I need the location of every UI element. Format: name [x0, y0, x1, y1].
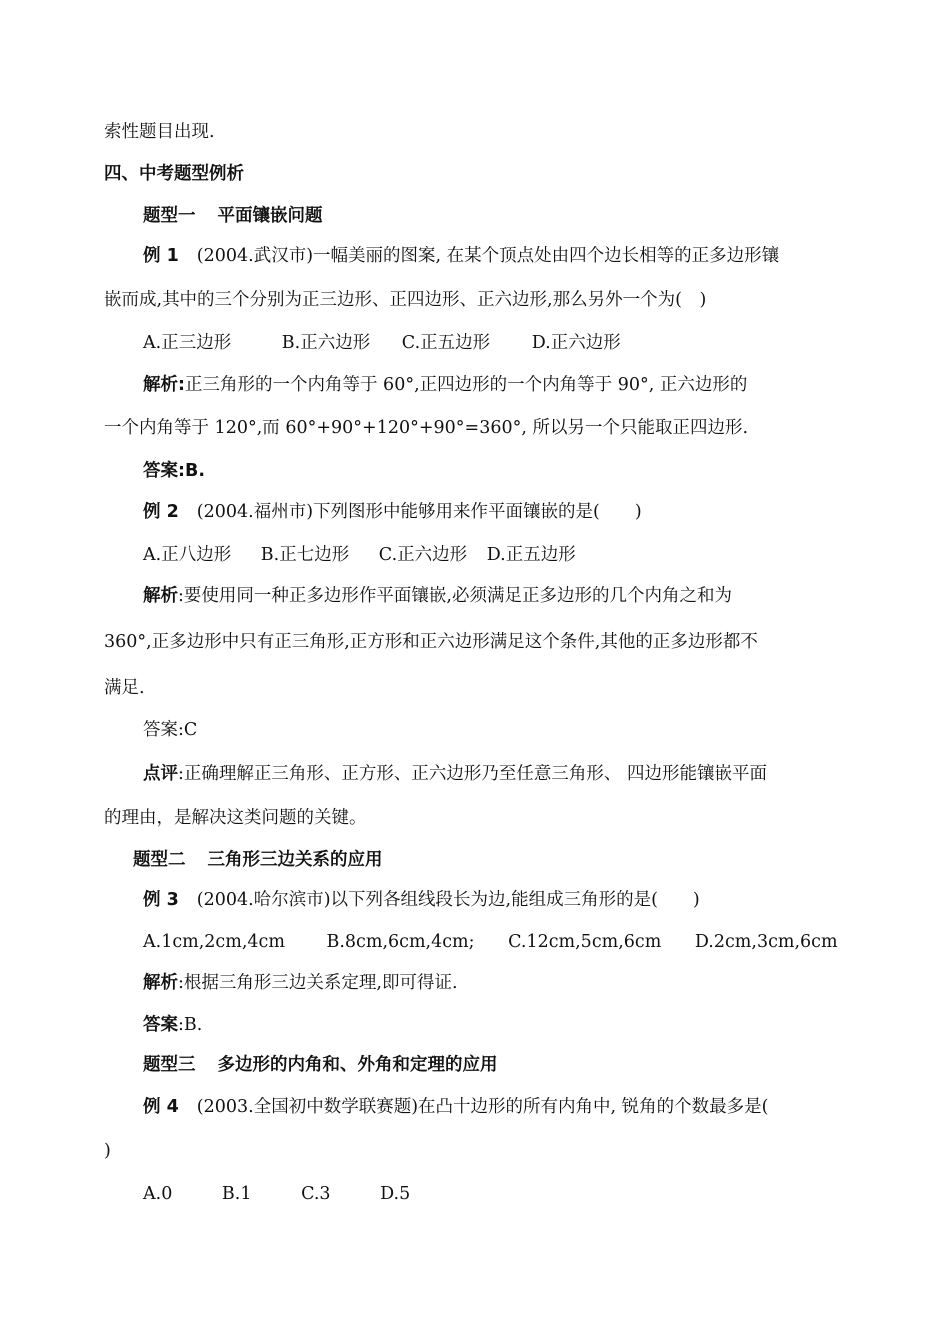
text-line	[104, 120, 215, 144]
text: )	[104, 1141, 111, 1161]
option-d: D.5	[380, 1184, 411, 1204]
subsection-heading	[143, 204, 323, 228]
option-b: B.正六边形	[281, 333, 371, 353]
analysis-label: 解析	[143, 973, 178, 993]
analysis-line	[143, 373, 747, 397]
answer-line	[143, 1013, 202, 1037]
heading-label: 题型三	[143, 1055, 196, 1075]
text: 一个内角等于 120°,而 60°+90°+120°+90°=360°, 所以另一个只能取正四边形.	[104, 418, 749, 438]
example-line	[143, 1095, 769, 1119]
text: 嵌而成,其中的三个分别为正三边形、正四边形、正六边形,那么另外一个为( )	[104, 290, 707, 310]
heading-label: 题型一	[143, 206, 196, 226]
text: :正确理解正三角形、正方形、正六边形乃至任意三角形、 四边形能镶嵌平面	[178, 764, 767, 784]
option-d: D.正五边形	[486, 545, 576, 565]
options-line	[143, 331, 621, 355]
text: (2004.福州市)下列图形中能够用来作平面镶嵌的是( )	[196, 502, 642, 522]
example-line	[143, 888, 700, 912]
option-b: B.1	[221, 1184, 252, 1204]
text-line	[104, 630, 758, 654]
comment-label: 点评	[143, 764, 178, 784]
example-label: 例 2	[143, 502, 179, 522]
heading-text: 多边形的内角和、外角和定理的应用	[217, 1055, 498, 1075]
section-heading	[104, 162, 244, 186]
heading-text: 三角形三边关系的应用	[207, 850, 383, 870]
analysis-line	[143, 971, 458, 995]
options-line	[143, 930, 838, 954]
analysis-label: 解析	[143, 586, 178, 606]
text: :要使用同一种正多边形作平面镶嵌,必须满足正多边形的几个内角之和为	[178, 586, 732, 606]
example-label: 例 1	[143, 246, 179, 266]
option-a: A.正八边形	[143, 545, 232, 565]
analysis-line	[143, 584, 732, 608]
example-line	[143, 244, 779, 268]
text: 满足.	[104, 678, 145, 698]
analysis-label: 解析:	[143, 375, 185, 395]
option-c: C.正五边形	[401, 333, 491, 353]
text-line	[104, 288, 706, 312]
heading-text: 四、中考题型例析	[104, 164, 244, 184]
text: 的理由，是解决这类问题的关键。	[104, 808, 367, 828]
option-c: C.12cm,5cm,6cm	[508, 932, 662, 952]
example-line	[143, 500, 642, 524]
option-a: A.1cm,2cm,4cm	[143, 932, 285, 952]
options-line	[143, 543, 576, 567]
option-a: A.0	[143, 1184, 173, 1204]
option-a: A.正三边形	[143, 333, 232, 353]
text: (2003.全国初中数学联赛题)在凸十边形的所有内角中, 锐角的个数最多是(	[196, 1097, 769, 1117]
option-b: B.8cm,6cm,4cm;	[326, 932, 475, 952]
comment-line	[143, 762, 767, 786]
text: 正三角形的一个内角等于 60°,正四边形的一个内角等于 90°, 正六边形的	[185, 375, 748, 395]
option-d: D.2cm,3cm,6cm	[694, 932, 838, 952]
example-label: 例 3	[143, 890, 179, 910]
option-c: C.3	[301, 1184, 331, 1204]
answer-label: 答案	[143, 1015, 178, 1035]
text-line	[104, 1139, 111, 1163]
options-line	[143, 1182, 410, 1206]
subsection-heading	[133, 848, 383, 872]
heading-text: 平面镶嵌问题	[217, 206, 323, 226]
heading-label: 题型二	[133, 850, 186, 870]
option-c: C.正六边形	[378, 545, 468, 565]
text-line	[104, 416, 748, 440]
subsection-heading	[143, 1053, 498, 1077]
option-b: B.正七边形	[260, 545, 350, 565]
answer-text: :B.	[178, 1015, 203, 1035]
text: :根据三角形三边关系定理,即可得证.	[178, 973, 458, 993]
answer-line	[143, 459, 205, 483]
text: 360°,正多边形中只有正三角形,正方形和正六边形满足这个条件,其他的正多边形都不	[104, 632, 758, 652]
text-line	[104, 806, 367, 830]
text: 索性题目出现.	[104, 122, 215, 142]
text: (2004.武汉市)一幅美丽的图案, 在某个顶点处由四个边长相等的正多边形镶	[196, 246, 780, 266]
answer-text: 答案:C	[143, 720, 198, 740]
answer-line	[143, 718, 197, 742]
text: (2004.哈尔滨市)以下列各组线段长为边,能组成三角形的是( )	[196, 890, 700, 910]
text-line	[104, 676, 145, 700]
example-label: 例 4	[143, 1097, 179, 1117]
option-d: D.正六边形	[531, 333, 621, 353]
answer-text: 答案:B.	[143, 461, 205, 481]
